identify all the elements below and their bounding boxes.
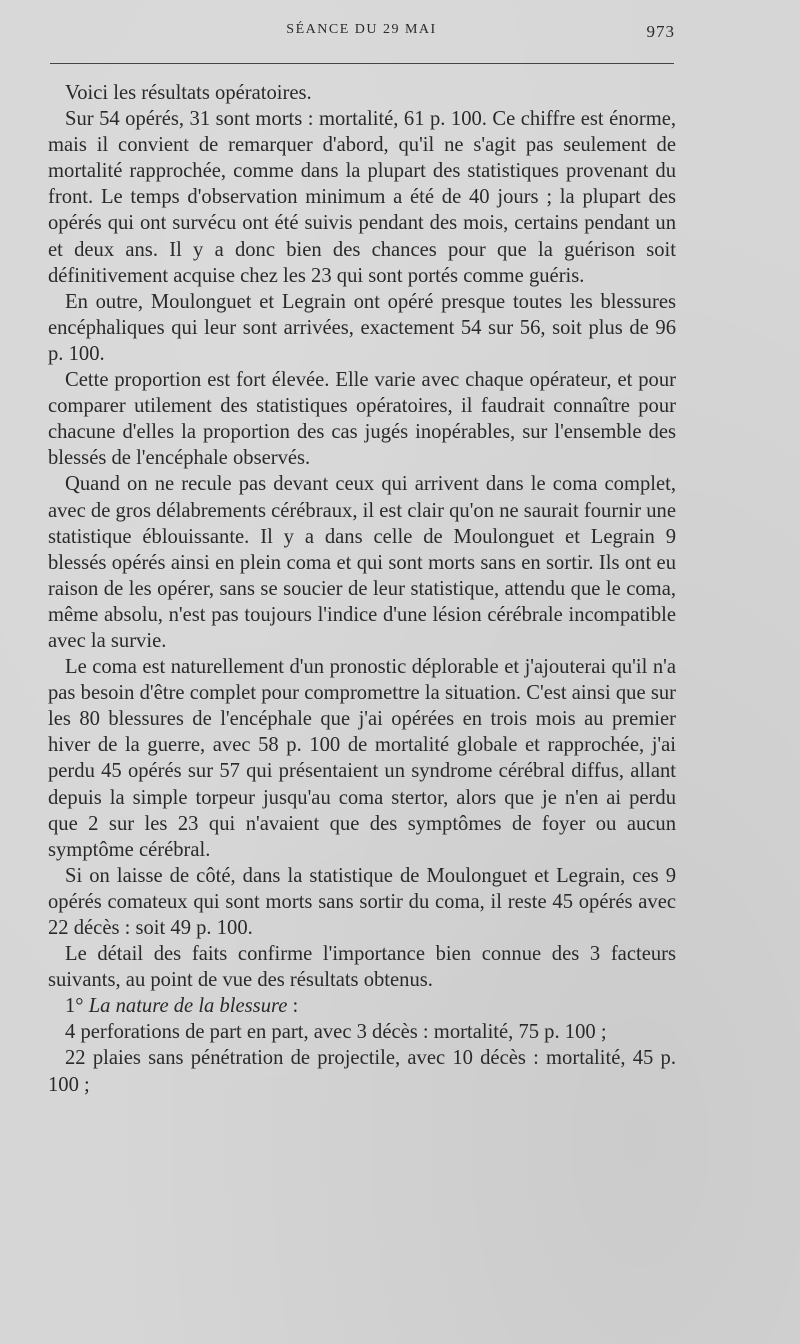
paragraph-2: Sur 54 opérés, 31 sont morts : mortalité, 61 p. 100. Ce chiffre est énorme, mais il convient de remarquer d'abord, qu'il ne s'agit pas seulement de mortalité rapprochée, comme dans la plupart des statistiques provenant du front. Le temps d'observation minimum a été de 40 jours ; la plupart des opérés qui ont survécu ont été suivis pendant des mois, certains pendant un et deux ans. Il y a donc bien des chances pour que la guérison soit définitivement acquise chez les 23 qui sont portés comme guéris.: [48, 108, 676, 287]
paragraph-3: En outre, Moulonguet et Legrain ont opéré presque toutes les blessures encéphaliques qui leur sont arrivées, exactement 54 sur 56, soit plus de 96 p. 100.: [48, 290, 676, 365]
list-heading: [48, 993, 676, 1019]
page-number: 973: [646, 22, 675, 41]
paragraph-5: Quand on ne recule pas devant ceux qui arrivent dans le coma complet, avec de gros délabrements cérébraux, il est clair qu'on ne saurait fournir une statistique éblouissante. Il y a dans celle de Moulonguet et Legrain 9 blessés opérés ainsi en plein coma et qui sont morts sans en sortir. Ils ont eu raison de les opérer, sans se soucier de leur statistique, attendu que le coma, même absolu, n'est pas toujours l'indice d'une lésion cérébrale incompatible avec la survie.: [48, 473, 676, 652]
paragraph-8: Le détail des faits confirme l'importance bien connue des 3 facteurs suivants, au point de vue des résultats obtenus.: [48, 943, 676, 992]
page-header: [48, 22, 675, 46]
list-heading-text: La nature de la blessure: [88, 995, 288, 1018]
body-text: [48, 80, 676, 1098]
header-rule: [50, 63, 674, 64]
paragraph-7: Si on laisse de côté, dans la statistique de Moulonguet et Legrain, ces 9 opérés comateux qui sont morts sans sortir du coma, il reste 45 opérés avec 22 décès : soit 49 p. 100.: [48, 864, 676, 939]
paragraph-4: Cette proportion est fort élevée. Elle varie avec chaque opérateur, et pour comparer utilement des statistiques opératoires, il faudrait connaître pour chacune d'elles la proportion des cas jugés inopérables, sur l'ensemble des blessés de l'encéphale observés.: [48, 369, 676, 470]
list-number: 1°: [65, 995, 84, 1018]
list-heading-colon: :: [287, 995, 299, 1018]
paragraph-1: Voici les résultats opératoires.: [65, 82, 312, 104]
list-item-plaies: 22 plaies sans pénétration de projectile, avec 10 décès : mortalité, 45 p. 100 ;: [48, 1047, 676, 1096]
paragraph-6: Le coma est naturellement d'un pronostic déplorable et j'ajouterai qu'il n'a pas besoin d'être complet pour compromettre la situation. C'est ainsi que sur les 80 blessures de l'encéphale que j'ai opérées en trois mois au premier hiver de la guerre, avec 58 p. 100 de mortalité globale et rapprochée, j'ai perdu 45 opérés sur 57 qui présentaient un syndrome cérébral diffus, allant depuis la simple torpeur jusqu'au coma stertor, alors que je n'en ai perdu que 2 sur les 23 qui n'avaient que des symptômes de foyer ou aucun symptôme cérébral.: [48, 656, 676, 861]
list-item-perforations: 4 perforations de part en part, avec 3 décès : mortalité, 75 p. 100 ;: [65, 1021, 607, 1044]
running-title: SÉANCE DU 29 MAI: [286, 22, 437, 37]
